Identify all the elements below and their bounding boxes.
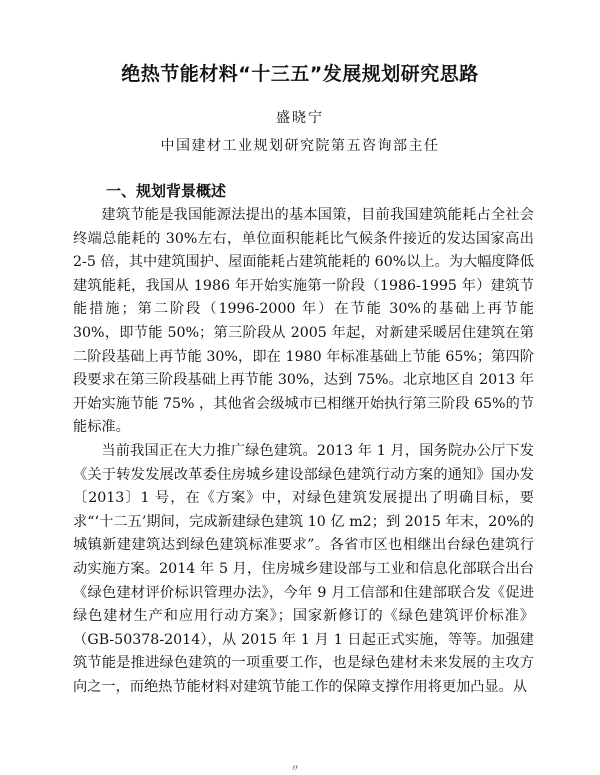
section-heading: 一、规划背景概述 — [106, 182, 227, 200]
page-mark: 〃 — [290, 764, 300, 775]
author-name: 盛晓宁 — [276, 110, 324, 126]
document-title: 绝热节能材料“十三五”发展规划研究思路 — [121, 63, 479, 85]
paragraph: 当前我国正在大力推广绿色建筑。2013 年 1 月，国务院办公厅下发《关于转发发展改革委住房城乡建设部绿色建筑行动方案的通知》国办发〔2013〕1 号，在《方案》中，对绿色建筑发展提出了明确目标，要求“‘十二五’期间，完成新建绿色建筑 10 亿 m2；到 2015 年末，20%的城镇新建建筑达到绿色建筑标准要求”。各省市区也相继出台绿色建筑行动实施方案。2014 年 5 月，住房城乡建设部与工业和信息化部联合出台《绿色建材评价标识管理办法》，今年 9 月工信部和住建部联合发《促进绿色建材生产和应用行动方案》；国家新修订的《绿色建筑评价标准》（GB-50378-2014），从 2015 年 1 月 1 日起正式实施，等等。加强建筑节能是推进绿色建筑的一项重要工作，也是绿色建材未来发展的主攻方向之一，而绝热节能材料对建筑节能工作的保障支撑作用将更加凸显。从 — [73, 442, 534, 695]
paragraph: 建筑节能是我国能源法提出的基本国策，目前我国建筑能耗占全社会终端总能耗的 30%左右，单位面积能耗比气候条件接近的发达国家高出 2-5 倍，其中建筑围护、屋面能耗占建筑能耗的 60%以上。为大幅度降低建筑能耗，我国从 1986 年开始实施第一阶段（1986-1995 年）建筑节能措施；第二阶段（1996-2000 年）在节能 30%的基础上再节能 30%，即节能 50%；第三阶段从 2005 年起，对新建采暖居住建筑在第二阶段基础上再节能 30%，即在 1980 年标准基础上节能 65%；第四阶段要求在第三阶段基础上再节能 30%，达到 75%。北京地区自 2013 年开始实施节能 75% ，其他省会级城市已相继开始执行第三阶段 65%的节能标准。 — [73, 207, 534, 436]
body-text — [73, 204, 534, 699]
author-affiliation: 中国建材工业规划研究院第五咨询部主任 — [160, 138, 440, 154]
